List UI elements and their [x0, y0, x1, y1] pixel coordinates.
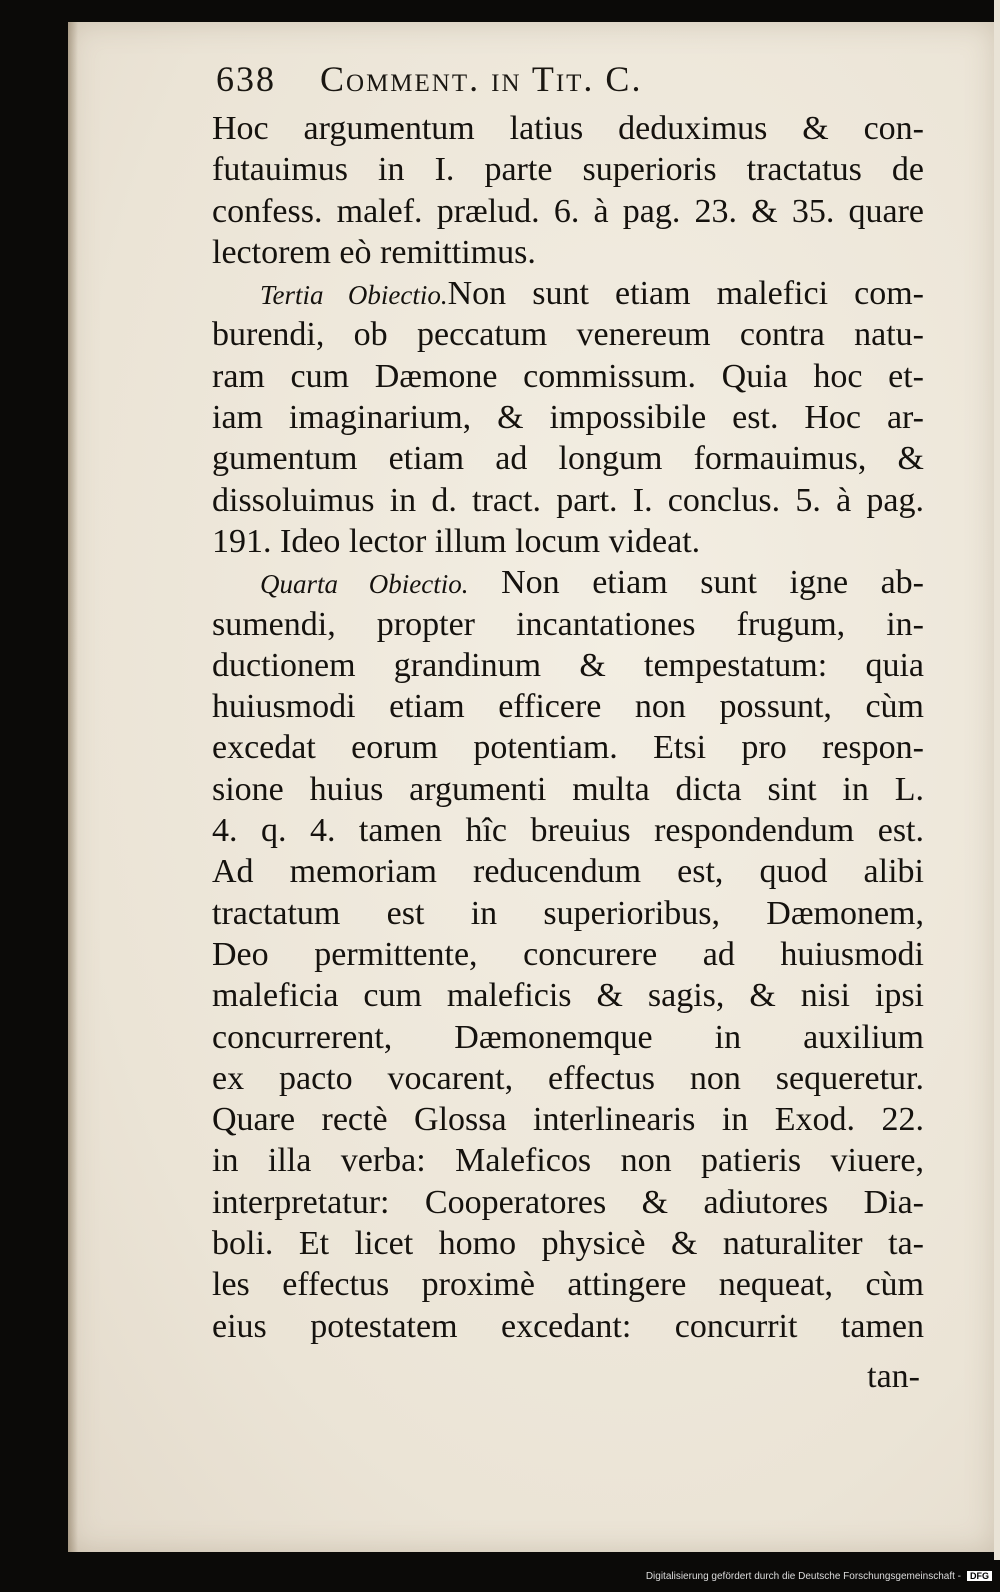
running-title: Comment. in Tit. C.	[320, 59, 643, 99]
text-line: maleficia cum maleficis & sagis, & nisi ipsi	[212, 977, 924, 1015]
text-line: gumentum etiam ad longum formauimus, &	[212, 440, 924, 478]
text-line: sumendi, propter incantationes frugum, in-	[212, 605, 924, 643]
credit-text: Digitalisierung gefördert durch die Deutsche Forschungsgemeinschaft -	[645, 1571, 961, 1582]
text-line: 191. Ideo lector illum locum videat.	[212, 522, 701, 560]
text-line: excedat eorum potentiam. Etsi pro respon-	[212, 729, 924, 767]
text-line: futauimus in I. parte superioris tractatus de	[212, 151, 924, 189]
text-line	[212, 273, 924, 314]
digitization-credit	[0, 1571, 992, 1582]
text-line: lectorem eò remittimus.	[212, 233, 536, 271]
text-line: ductionem grandinum & tempestatum: quia	[212, 646, 924, 684]
text-line: les effectus proximè attingere nequeat, cùm	[212, 1266, 924, 1304]
text-line: tractatum est in superioribus, Dæmonem,	[212, 894, 924, 932]
text-line: ex pacto vocarent, effectus non sequeretur.	[212, 1059, 924, 1097]
text-line: boli. Et licet homo physicè & naturaliter ta-	[212, 1225, 924, 1263]
text-line: sione huius argumenti multa dicta sint in L.	[212, 770, 924, 808]
objection-label: Tertia Obiectio.	[260, 280, 448, 311]
running-header	[216, 58, 642, 100]
objection-text: Non sunt etiam malefici com-	[447, 275, 924, 313]
text-line: huiusmodi etiam efficere non possunt, cùm	[212, 688, 924, 726]
page-number: 638	[216, 59, 276, 99]
text-line: concurrerent, Dæmonemque in auxilium	[212, 1018, 924, 1056]
text-line: burendi, ob peccatum venereum contra natu-	[212, 316, 924, 354]
text-line: Deo permittente, concurere ad huiusmodi	[212, 935, 924, 973]
text-line: iam imaginarium, & impossibile est. Hoc ar-	[212, 399, 924, 437]
dfg-logo: DFG	[967, 1571, 992, 1581]
text-line: 4. q. 4. tamen hîc breuius respondendum est.	[212, 812, 924, 850]
catchword: tan-	[867, 1358, 920, 1395]
text-line: interpretatur: Cooperatores & adiutores Dia-	[212, 1183, 924, 1221]
text-line: ram cum Dæmone commissum. Quia hoc et-	[212, 357, 924, 395]
objection-text: Non etiam sunt igne ab-	[501, 564, 924, 602]
text-line	[212, 562, 924, 603]
text-line: Quare rectè Glossa interlinearis in Exod. 22.	[212, 1101, 924, 1139]
text-line: dissoluimus in d. tract. part. I. conclus. 5. à pag.	[212, 481, 924, 519]
text-line: eius potestatem excedant: concurrit tamen	[212, 1307, 924, 1345]
text-line: Ad memoriam reducendum est, quod alibi	[212, 853, 924, 891]
objection-label: Quarta Obiectio.	[260, 569, 469, 600]
text-line: Hoc argumentum latius deduximus & con-	[212, 110, 924, 147]
body-text	[212, 108, 924, 1347]
text-line: in illa verba: Maleficos non patieris viuere,	[212, 1142, 924, 1180]
page-gutter-shadow	[68, 22, 78, 1552]
text-line: confess. malef. prælud. 6. à pag. 23. & 35. quare	[212, 192, 924, 230]
page-edge	[994, 0, 1000, 1560]
